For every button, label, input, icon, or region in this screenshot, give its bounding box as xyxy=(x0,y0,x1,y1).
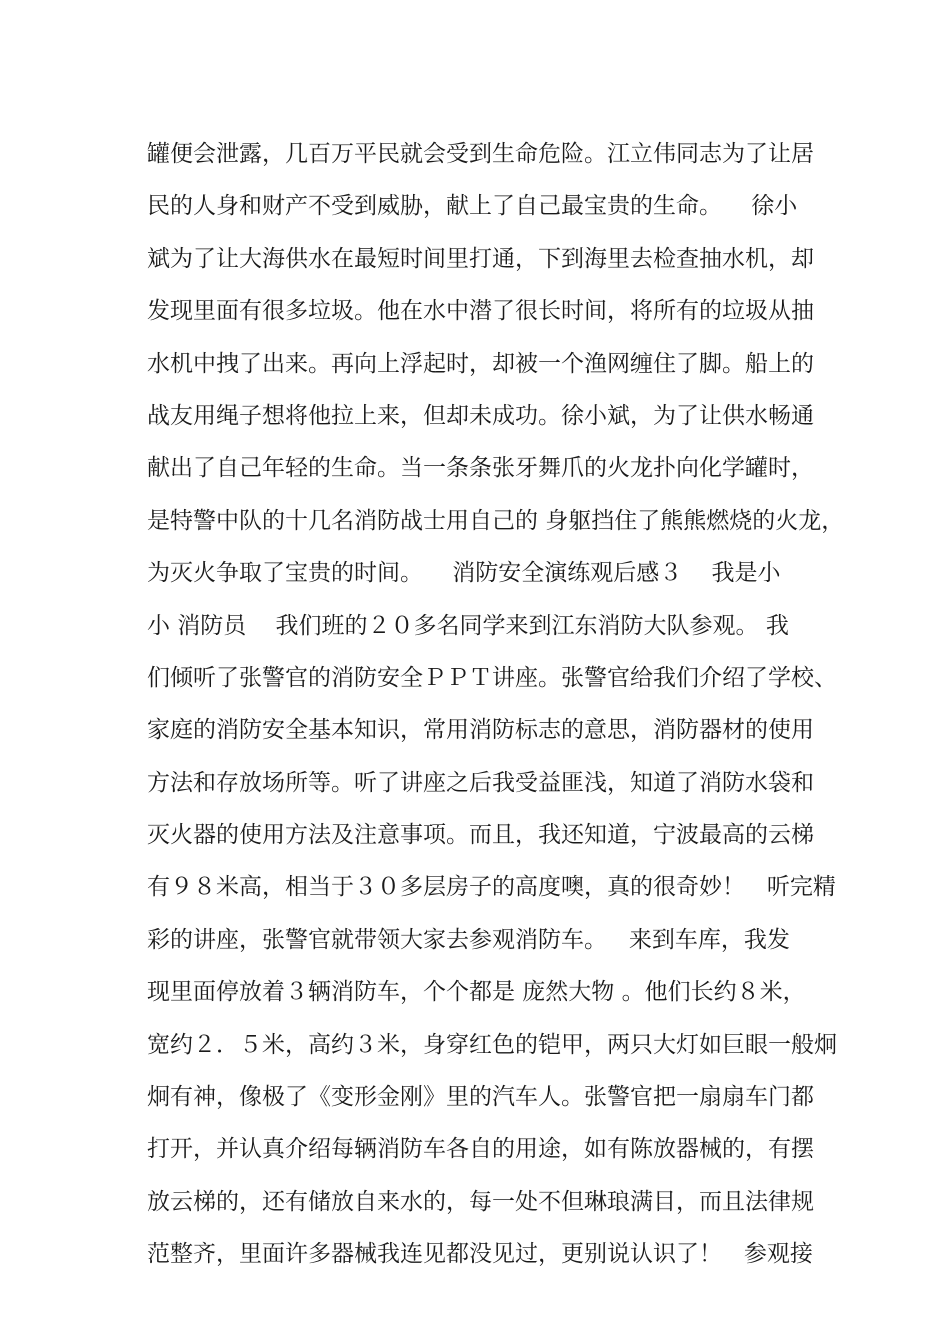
text-line: 打开，并认真介绍每辆消防车各自的用途，如有陈放器械的，有摆 xyxy=(147,1136,814,1163)
text-line: 炯有神，像极了《变形金刚》里的汽车人。张警官把一扇扇车门都 xyxy=(147,1084,814,1111)
text-line: 灭火器的使用方法及注意事项。而且，我还知道，宁波最高的云梯 xyxy=(147,822,814,849)
text-line: 们倾听了张警官的消防安全ＰＰＴ讲座。张警官给我们介绍了学校、 xyxy=(147,664,837,691)
text-line: 献出了自己年轻的生命。当一条条张牙舞爪的火龙扑向化学罐时， xyxy=(147,455,814,482)
text-line: 为灭火争取了宝贵的时间。 消防安全演练观后感３ 我是小 xyxy=(147,560,781,587)
text-line: 水机中拽了出来。再向上浮起时，却被一个渔网缠住了脚。船上的 xyxy=(147,350,814,377)
text-line: 家庭的消防安全基本知识，常用消防标志的意思，消防器材的使用 xyxy=(147,717,814,744)
text-line: 是特警中队的十几名消防战士用自己的 身躯挡住了熊熊燃烧的火龙， xyxy=(147,507,845,534)
text-line: 现里面停放着３辆消防车，个个都是 庞然大物 。他们长约８米， xyxy=(147,979,806,1006)
text-line: 民的人身和财产不受到威胁，献上了自己最宝贵的生命。 徐小 xyxy=(147,193,798,220)
body-text xyxy=(147,128,845,1281)
text-line: 小 消防员 我们班的２０多名同学来到江东消防大队参观。 我 xyxy=(147,612,789,639)
text-line: 方法和存放场所等。听了讲座之后我受益匪浅，知道了消防水袋和 xyxy=(147,769,814,796)
text-line: 罐便会泄露，几百万平民就会受到生命危险。江立伟同志为了让居 xyxy=(147,141,814,167)
text-line: 发现里面有很多垃圾。他在水中潜了很长时间，将所有的垃圾从抽 xyxy=(147,298,814,325)
text-line: 宽约２．５米，高约３米，身穿红色的铠甲，两只大灯如巨眼一般炯 xyxy=(147,1031,837,1058)
text-line: 有９８米高，相当于３０多层房子的高度噢，真的很奇妙！ 听完精 xyxy=(147,874,836,901)
text-line: 彩的讲座，张警官就带领大家去参观消防车。 来到车库，我发 xyxy=(147,926,790,953)
text-line: 斌为了让大海供水在最短时间里打通，下到海里去检查抽水机，却 xyxy=(147,245,814,272)
text-line: 放云梯的，还有储放自来水的，每一处不但琳琅满目，而且法律规 xyxy=(147,1188,814,1215)
text-line: 战友用绳子想将他拉上来，但却未成功。徐小斌，为了让供水畅通 xyxy=(147,402,814,429)
text-line: 范整齐，里面许多器械我连见都没见过，更别说认识了！ 参观接 xyxy=(147,1241,813,1268)
